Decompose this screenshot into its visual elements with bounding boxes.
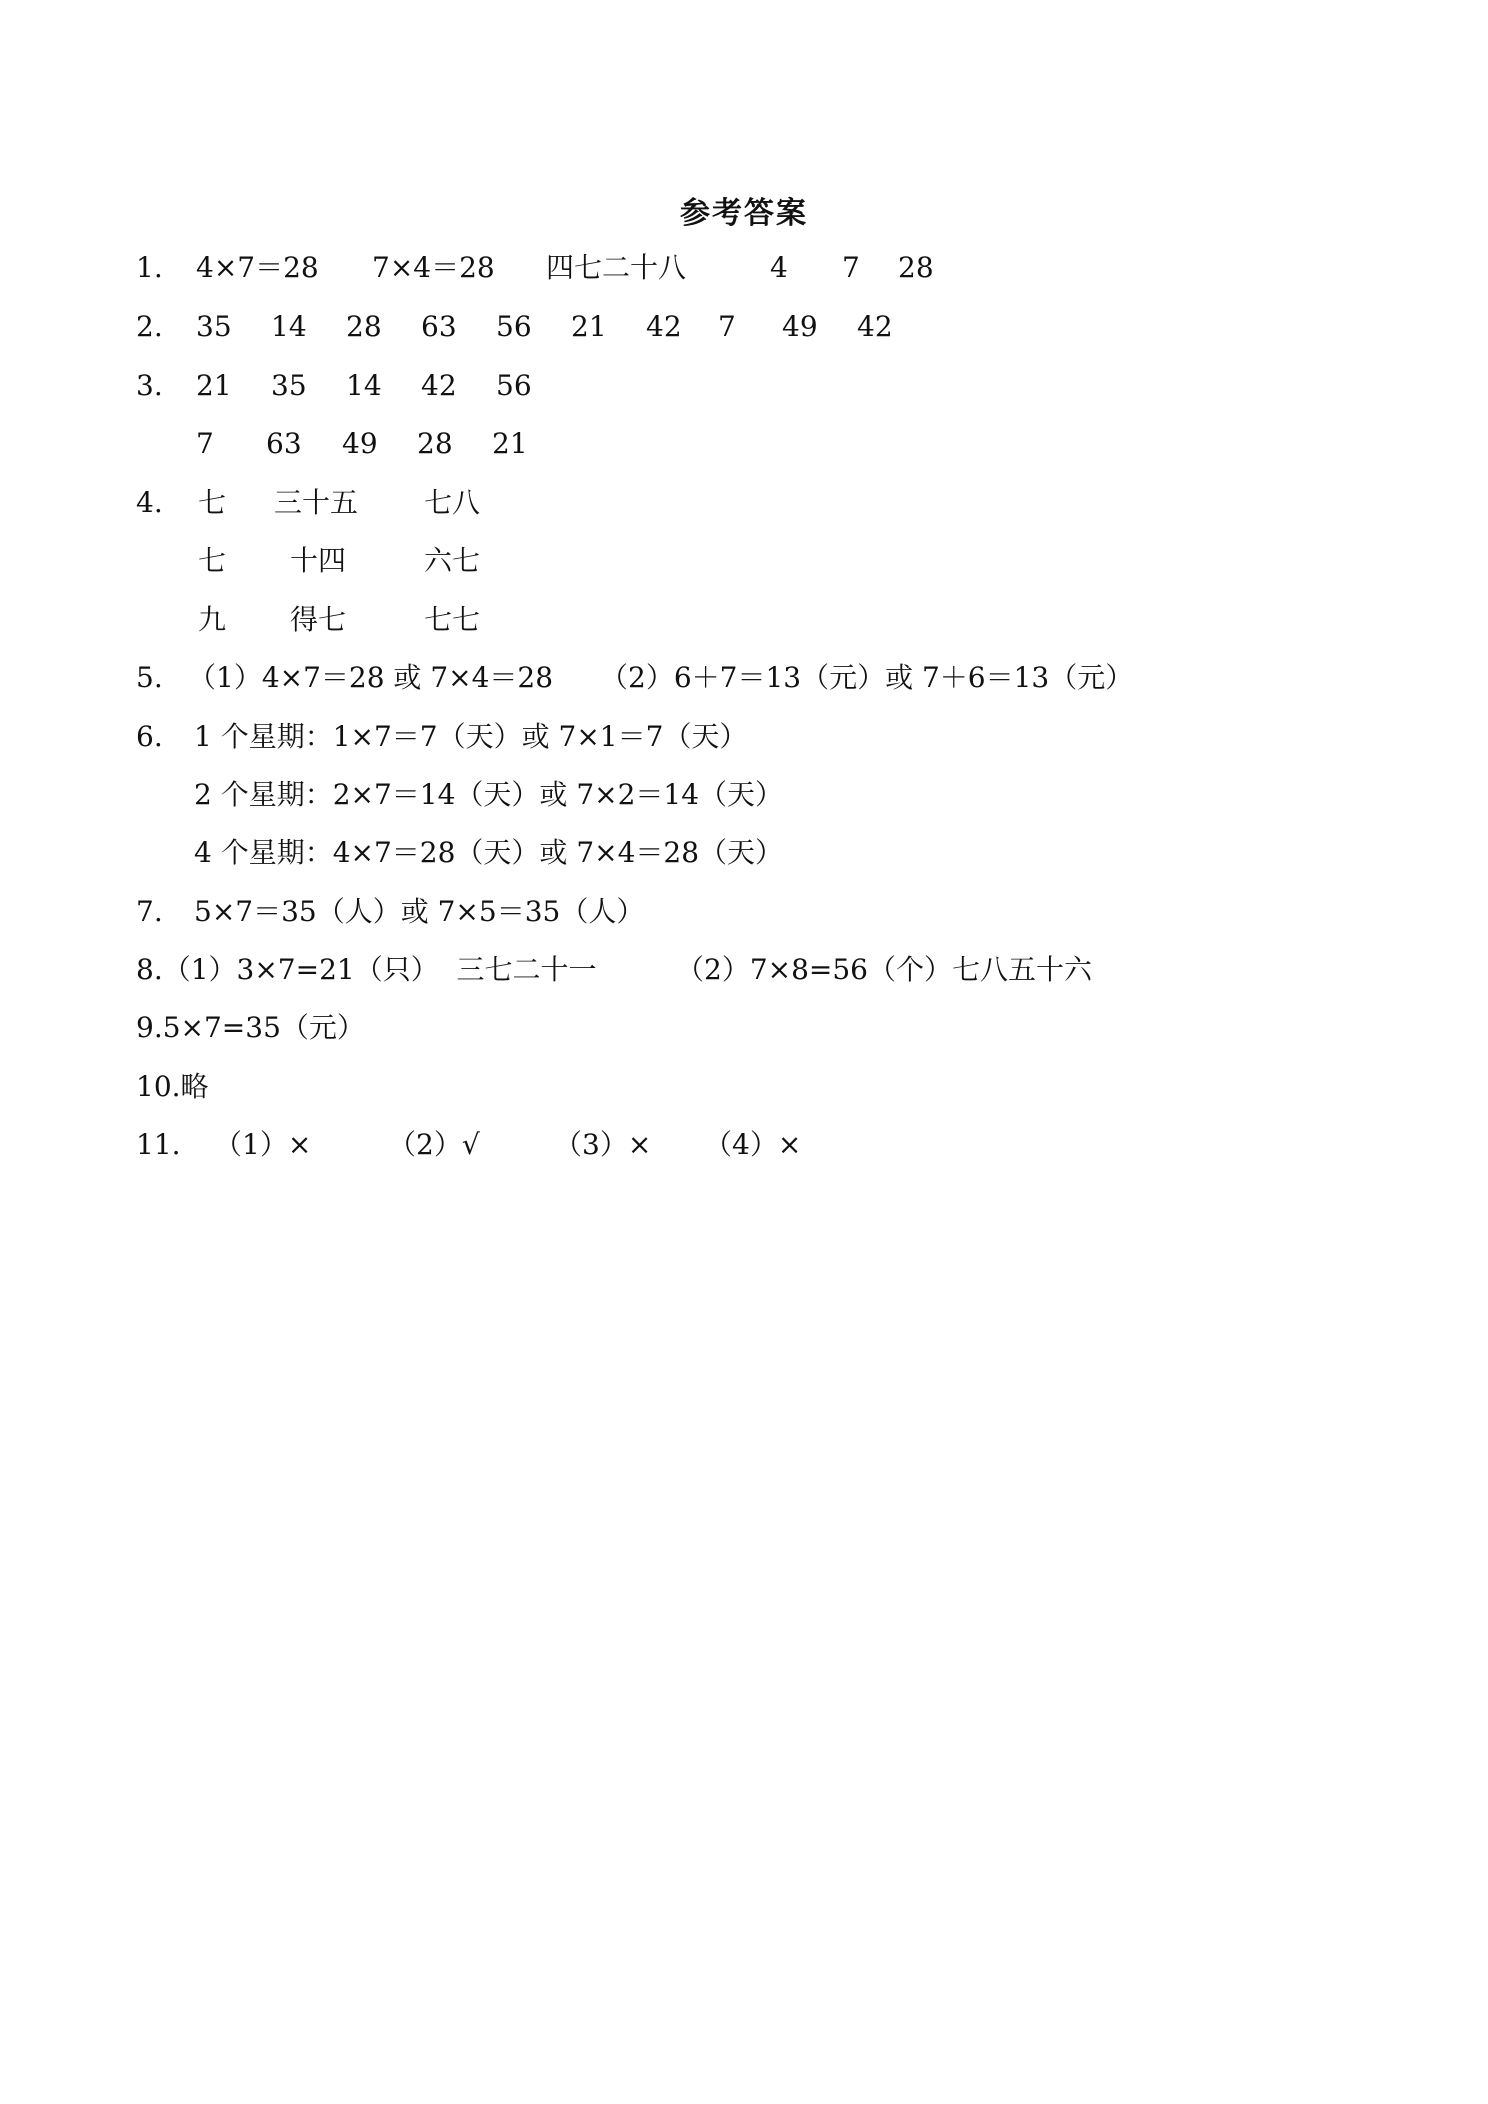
answer-value: 49 [342,427,378,460]
answer-11 [136,1125,802,1405]
answer-value: 7 [196,427,214,460]
answer-number: 2. [136,310,163,343]
answer-number: 11. [136,1128,181,1161]
answer-value: 56 [496,369,532,402]
answer-value: 8.（1）3×7=21（只） 三七二十一 [136,953,597,986]
answer-value: 63 [421,310,457,343]
answer-value: （2）7×8=56（个）七八五十六 [676,953,1092,986]
answer-value: 七 [198,544,227,577]
answer-value: 35 [271,369,307,402]
answer-value: 21 [492,427,528,460]
answer-number: 3. [136,369,163,402]
answer-value: 4 [770,251,788,284]
answer-value: 1 个星期：1×7＝7（天）或 7×1＝7（天） [194,720,748,753]
answer-number: 7. [136,895,163,928]
answer-number: 1. [136,251,163,284]
answer-value: 7 [718,310,736,343]
answer-value: 56 [496,310,532,343]
answer-value: 28 [898,251,934,284]
answer-value: （2）√ [388,1128,480,1161]
answer-number: 5. [136,661,163,694]
answer-value: 63 [266,427,302,460]
answer-value: 28 [346,310,382,343]
answer-value: 七八 [424,486,481,519]
page-title: 参考答案 [680,196,808,231]
answer-value: 49 [782,310,818,343]
answer-value: 42 [421,369,457,402]
answer-value: 35 [196,310,232,343]
answer-value: 14 [346,369,382,402]
answer-value: 4 个星期：4×7＝28（天）或 7×4＝28（天） [194,836,784,869]
answer-value: （3）× [554,1128,652,1161]
answer-value: 42 [857,310,893,343]
answer-value: （1）4×7＝28 或 7×4＝28 [188,661,554,694]
answer-value: （1）× [214,1128,312,1161]
answer-value: 7×4＝28 [372,251,495,284]
answer-value: 四七二十八 [546,251,687,284]
answer-value: 14 [271,310,307,343]
answer-value: （2）6＋7＝13（元）或 7＋6＝13（元） [600,661,1134,694]
answer-value: 21 [196,369,232,402]
answer-value: 21 [571,310,607,343]
answer-value: 七七 [424,603,481,636]
answer-number: 4. [136,486,163,519]
answer-value: 六七 [424,544,481,577]
answer-value: 七 [198,486,227,519]
answer-value: 十四 [290,544,347,577]
answer-value: 28 [417,427,453,460]
answer-value: 2 个星期：2×7＝14（天）或 7×2＝14（天） [194,778,784,811]
answer-value: 4×7＝28 [196,251,319,284]
answer-value: 5×7＝35（人）或 7×5＝35（人） [194,895,645,928]
answer-value: 42 [646,310,682,343]
answer-value: （4）× [704,1128,802,1161]
answer-value: 10.略 [136,1070,209,1103]
answer-value: 三十五 [274,486,359,519]
answer-value: 7 [842,251,860,284]
answer-number: 6. [136,720,163,753]
answer-value: 九 [198,603,227,636]
answer-value: 得七 [290,603,347,636]
answer-value: 9.5×7=35（元） [136,1011,365,1044]
